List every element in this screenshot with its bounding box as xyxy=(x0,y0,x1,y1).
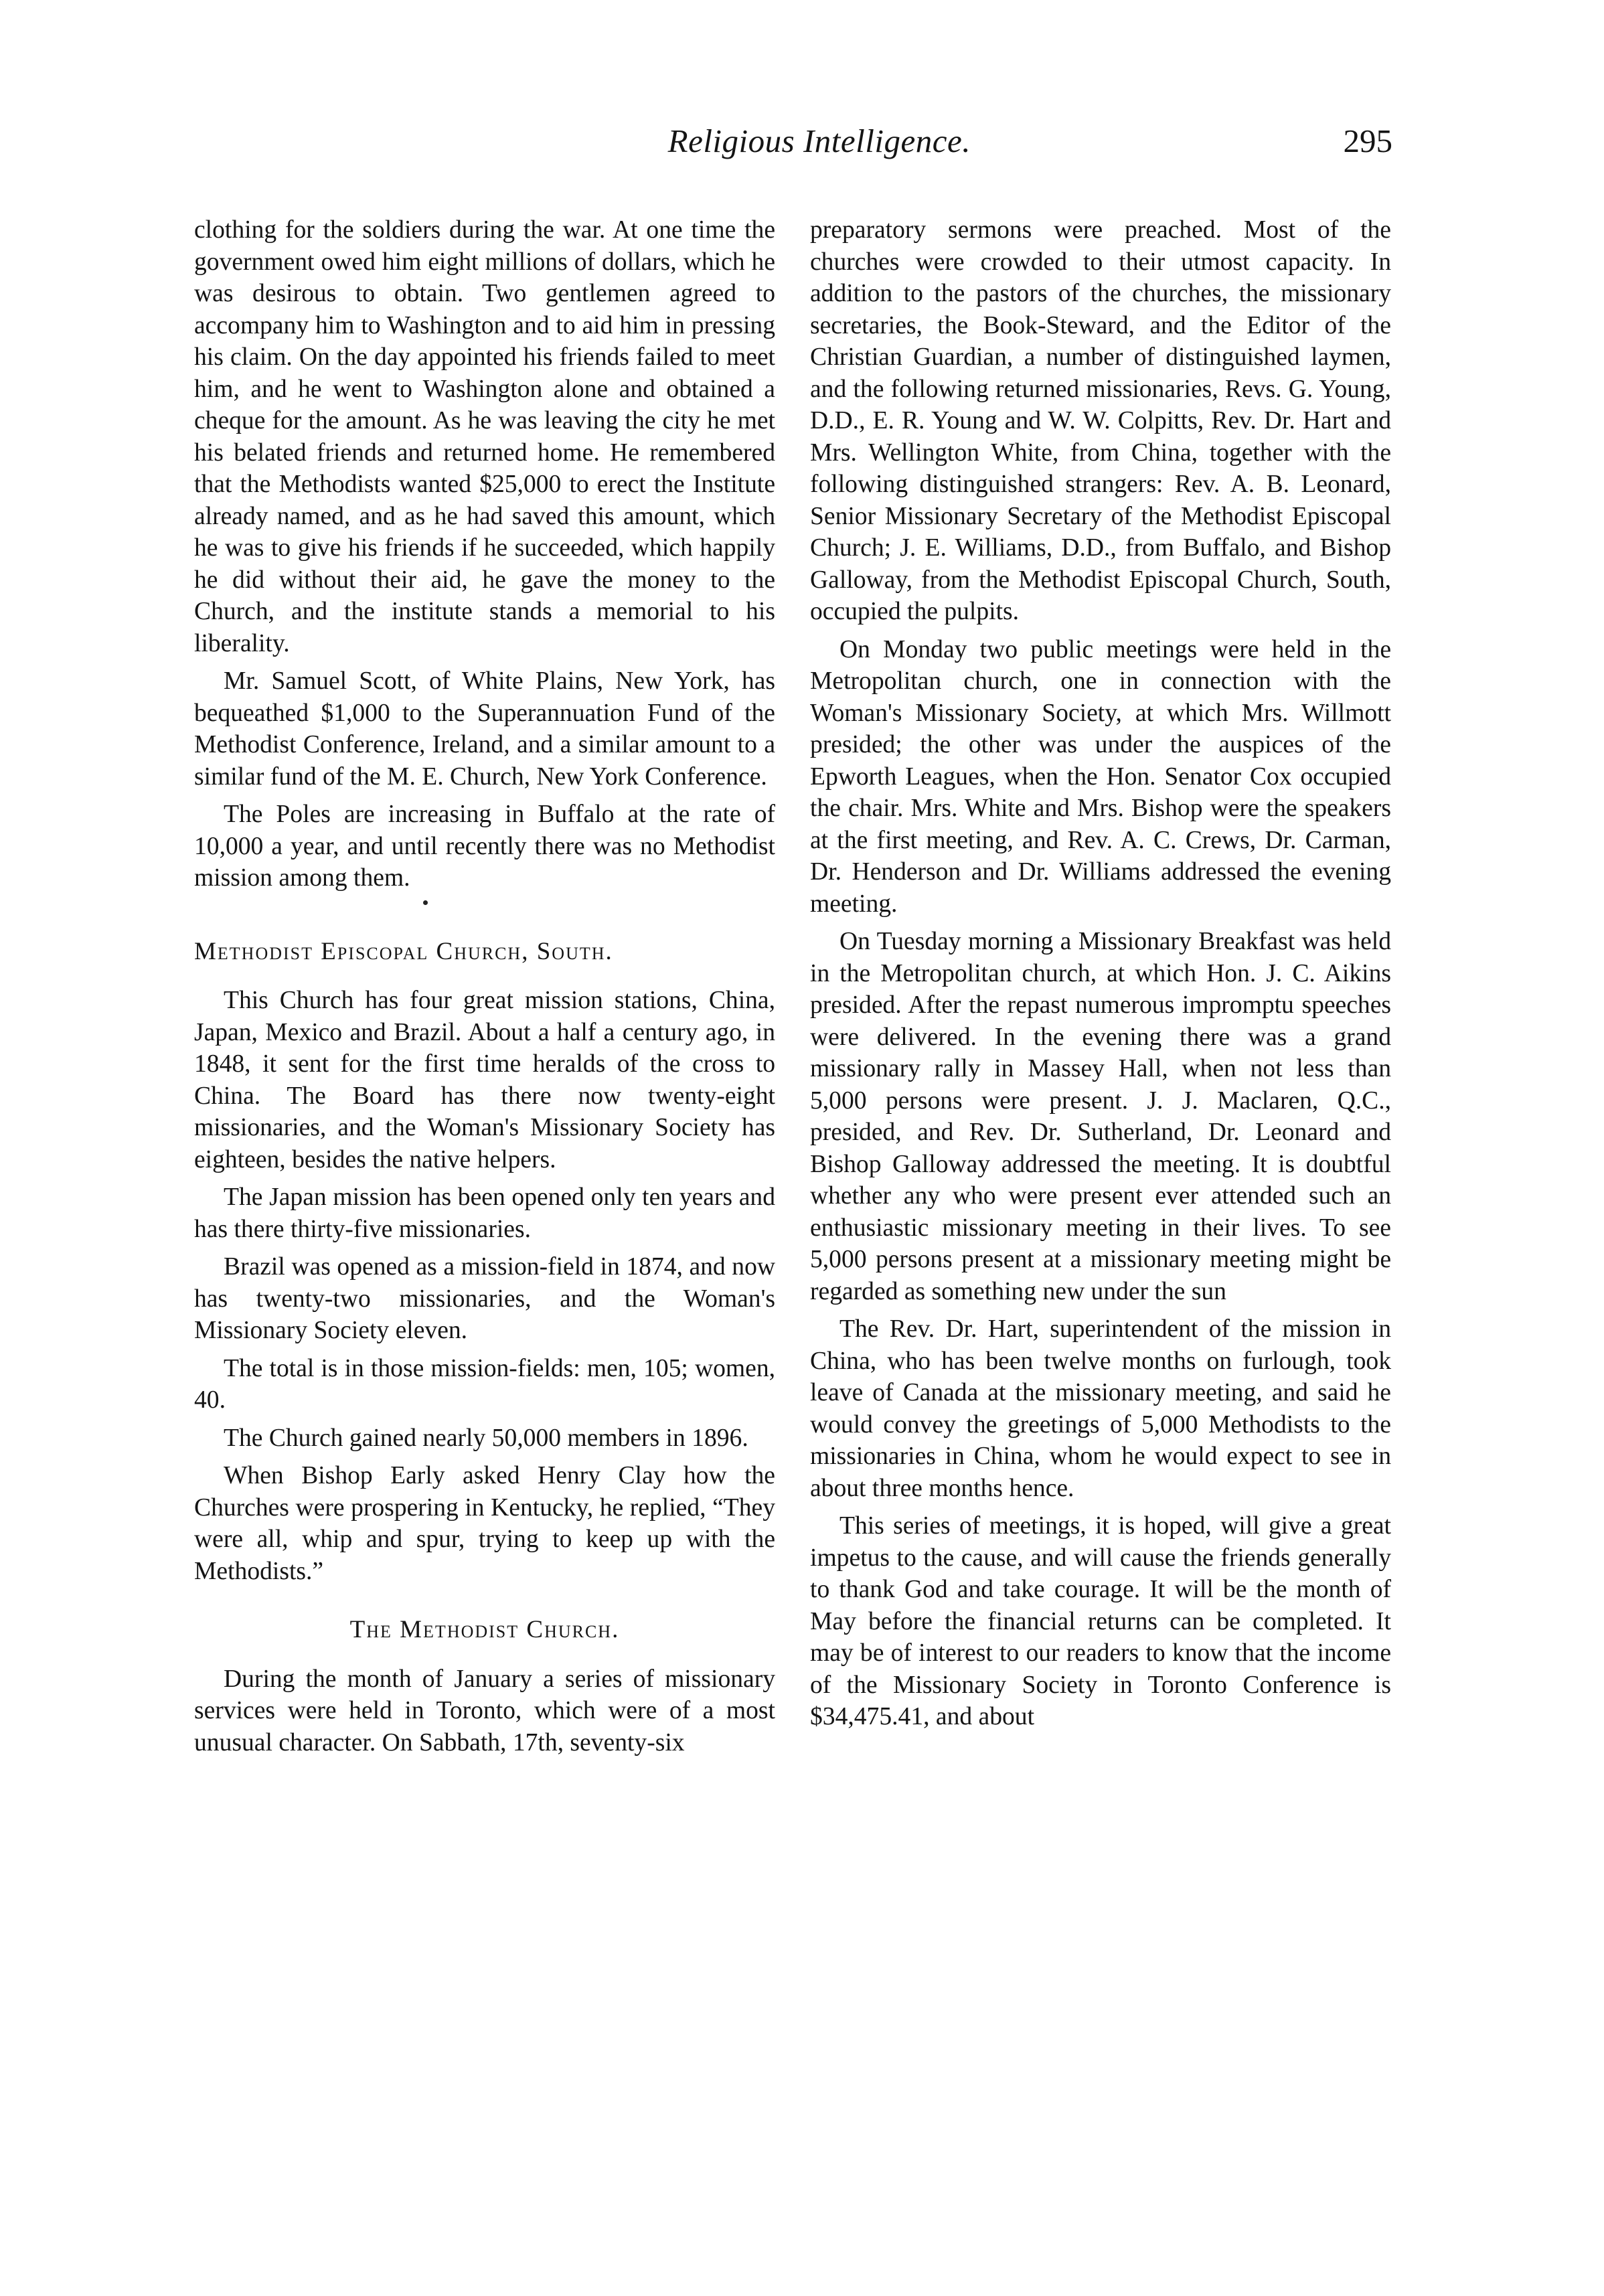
paragraph: The Poles are increasing in Buffalo at the rate of 10,000 a year, and until recently there was no Methodist mission among them. xyxy=(194,801,775,892)
page-header xyxy=(194,122,1399,175)
paragraph: This series of meetings, it is hoped, will give a great impetus to the cause, and will cause the friends generally to thank God and take courage. It will be the month of May before the financial returns can be completed. It may be of interest to our readers to know that the income of the Missionary Society in Toronto Conference is $34,475.41, and about xyxy=(810,1512,1391,1730)
page-number: 295 xyxy=(1343,122,1392,159)
paragraph: The Rev. Dr. Hart, superintendent of the mission in China, who has been twelve months on furlough, took leave of Canada at the missionary meeting, and said he would convey the greetings of 5,000 Methodists to the missionaries in China, whom he would expect to see in about three months hence. xyxy=(810,1315,1391,1502)
paragraph: During the month of January a series of missionary services were held in Toronto, which were of a most unusual character. On Sabbath, 17th, seventy-six xyxy=(194,1665,775,1756)
paragraph: When Bishop Early asked Henry Clay how the Churches were prospering in Kentucky, he replied, “They were all, whip and spur, trying to keep up with the Methodists.” xyxy=(194,1462,775,1585)
section-heading: Methodist Episcopal Church, South. xyxy=(194,937,613,965)
running-title: Religious Intelligence. xyxy=(667,122,971,159)
left-column xyxy=(194,214,775,1765)
paragraph: On Monday two public meetings were held in the Metropolitan church, one in connection with the Woman's Missionary Society, at which Mrs. Willmott presided; the other was under the auspices of the Epworth Leagues, when the Hon. Senator Cox occupied the chair. Mrs. White and Mrs. Bishop were the speakers at the first meeting, and Rev. A. C. Crews, Dr. Carman, Dr. Henderson and Dr. Williams addressed the evening meeting. xyxy=(810,635,1391,918)
paragraph: The Church gained nearly 50,000 members in 1896. xyxy=(224,1424,748,1452)
paragraph: On Tuesday morning a Missionary Breakfast was held in the Metropolitan church, at which Hon. J. C. Aikins presided. After the repast numerous impromptu speeches were delivered. In the evening there was a grand missionary rally in Massey Hall, when not less than 5,000 persons were present. J. J. Maclaren, Q.C., presided, and Rev. Dr. Sutherland, Dr. Leonard and Bishop Galloway addressed the meeting. It is doubtful whether any who were present ever attended such an enthusiastic missionary meeting in their lives. To see 5,000 persons present at a missionary meeting might be regarded as something new under the sun xyxy=(810,928,1391,1305)
paragraph: Mr. Samuel Scott, of White Plains, New York, has bequeathed $1,000 to the Superannuation Fund of the Methodist Conference, Ireland, and a similar amount to a similar fund of the M. E. Church, New York Conference. xyxy=(194,667,775,791)
paragraph: This Church has four great mission stations, China, Japan, Mexico and Brazil. About a half a century ago, in 1848, it sent for the first time heralds of the cross to China. The Board has there now twenty-eight missionaries, and the Woman's Missionary Society has eighteen, besides the native helpers. xyxy=(194,987,775,1173)
section-heading: The Methodist Church. xyxy=(349,1616,620,1643)
right-column xyxy=(810,214,1391,1739)
paragraph: clothing for the soldiers during the war. At one time the government owed him eight millions of dollars, which he was desirous to obtain. Two gentlemen agreed to accompany him to Washington and to aid him in pressing his claim. On the day appointed his friends failed to meet him, and he went to Washington alone and obtained a cheque for the amount. As he was leaving the city he met his belated friends and returned home. He remembered that the Methodists wanted $25,000 to erect the Institute already named, and as he had saved this amount, which he was to give his friends if he succeeded, which happily he did without their aid, he gave the money to the Church, and the institute stands a memorial to his liberality. xyxy=(194,216,775,657)
paragraph: The total is in those mission-fields: men, 105; women, 40. xyxy=(194,1354,775,1414)
paragraph: Brazil was opened as a mission-field in 1874, and now has twenty-two missionaries, and the Woman's Missionary Society eleven. xyxy=(194,1253,775,1344)
paragraph: preparatory sermons were preached. Most of the churches were crowded to their utmost capacity. In addition to the pastors of the churches, the missionary secretaries, the Book-Steward, and the Editor of the Christian Guardian, a number of distinguished laymen, and the following returned missionaries, Revs. G. Young, D.D., E. R. Young and W. W. Colpitts, Rev. Dr. Hart and Mrs. Wellington White, from China, together with the following distinguished strangers: Rev. A. B. Leonard, Senior Missionary Secretary of the Methodist Episcopal Church; J. E. Williams, D.D., from Buffalo, and Bishop Galloway, from the Methodist Episcopal Church, South, occupied the pulpits. xyxy=(810,216,1391,625)
separator-dot xyxy=(423,900,428,905)
paragraph: The Japan mission has been opened only ten years and has there thirty-five missionaries. xyxy=(194,1183,775,1243)
